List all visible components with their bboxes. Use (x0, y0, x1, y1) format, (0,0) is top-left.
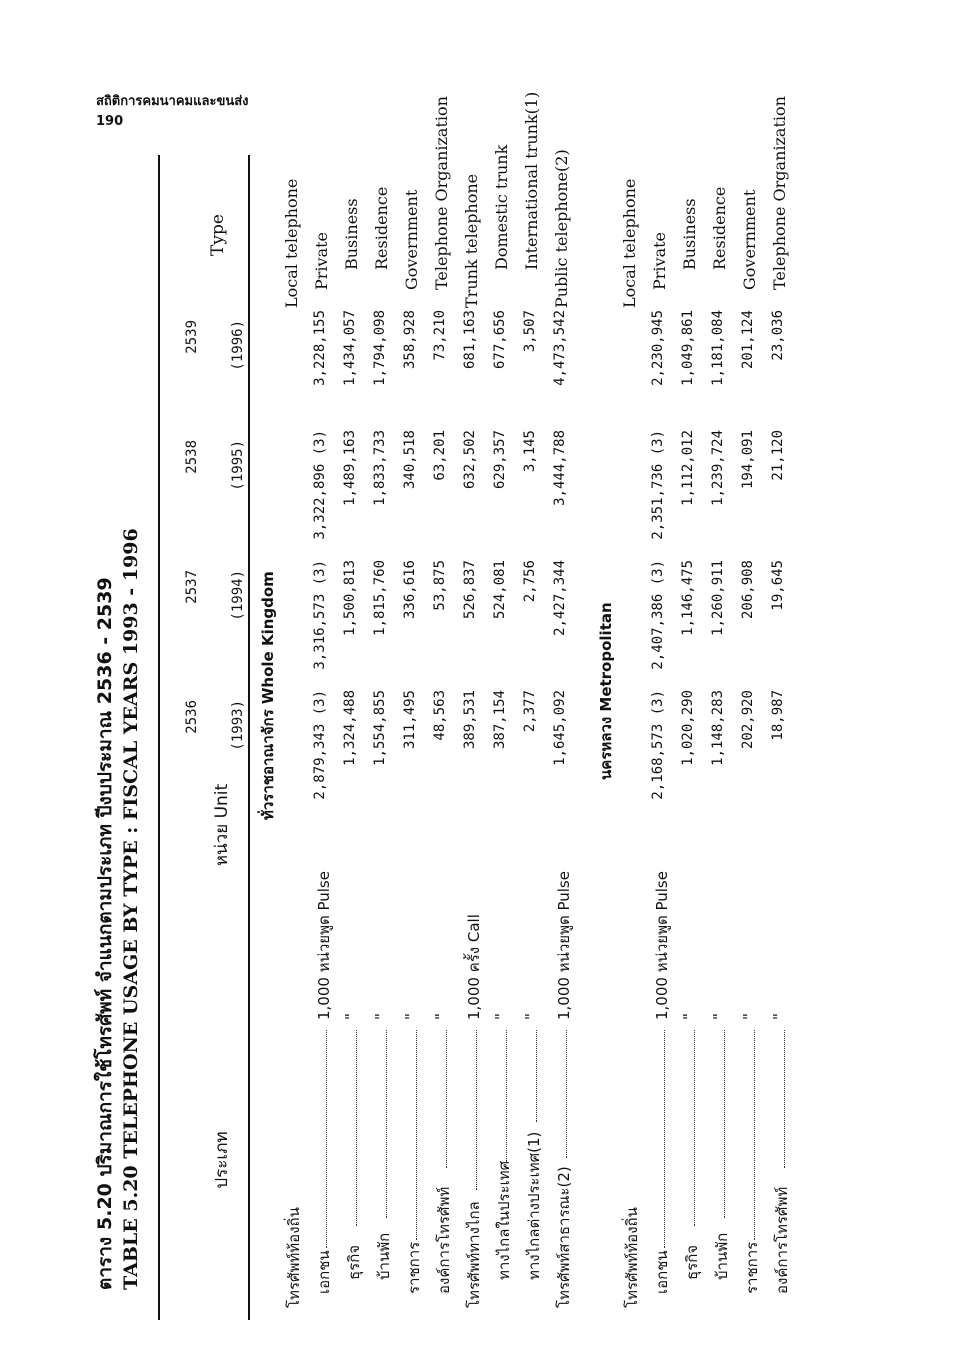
value-1996: 1,794,098 (372, 310, 388, 386)
leader-dots (652, 1030, 665, 1248)
leader-dots (374, 1030, 387, 1218)
value-1996: 23,036 (770, 310, 786, 361)
value-1996: 677,656 (492, 310, 508, 370)
table-row (428, 96, 458, 1320)
value-1993: 202,920 (740, 690, 756, 750)
value-1994: 1,146,475 (680, 560, 696, 636)
leader-dots (404, 1030, 417, 1240)
table-row (736, 155, 766, 1320)
leader-dots (464, 1030, 477, 1190)
book-title: สถิติการคมนาคมและขนส่ง (96, 94, 249, 109)
value-1993: 2,879,343 (3) (312, 690, 328, 800)
row-label-th: ราชการ (405, 1241, 423, 1294)
value-1994: 1,260,911 (710, 560, 726, 636)
value-1995: 21,120 (770, 430, 786, 481)
row-unit: 1,000 หน่วยพูด Pulse (555, 871, 573, 1020)
row-label-en: Public telephone(2) (552, 149, 571, 308)
leader-dots (554, 1030, 567, 1158)
value-1993: 387,154 (492, 690, 508, 750)
row-unit: " (342, 1013, 360, 1020)
value-1993: 311,495 (402, 690, 418, 750)
value-1995: 629,357 (492, 430, 508, 490)
row-label-en: Residence (372, 186, 391, 270)
table-row (706, 155, 736, 1320)
title-thai: 5.20 ปริมาณการใช้โทรศัพท์ จำแนกตามประเภท ปีงบประมาณ 2536 - 2539 (94, 577, 116, 1230)
row-label-th: บ้านพัก (375, 1232, 393, 1280)
table-row (338, 155, 368, 1320)
row-unit: " (432, 1013, 450, 1020)
row-label-en: Trunk telephone (462, 173, 481, 308)
leader-dots (742, 1030, 755, 1240)
value-1994: 2,427,344 (552, 560, 568, 636)
section-heading-metropolitan: นครหลวง Metropolitan (597, 602, 615, 780)
row-label-en: Residence (710, 186, 729, 270)
leader-dots (712, 1030, 725, 1218)
row-unit: 1,000 หน่วยพูด Pulse (315, 871, 333, 1020)
value-1995: 1,489,163 (342, 430, 358, 506)
col-header-unit: หน่วย Unit (212, 783, 232, 867)
row-label-th: ธุรกิจ (683, 1244, 701, 1280)
leader-dots (344, 1030, 357, 1226)
value-1995: 2,351,736 (3) (650, 430, 666, 540)
row-label-en: Business (680, 198, 699, 270)
row-label-en: Private (312, 231, 331, 290)
table-row (278, 155, 308, 1320)
header-rule (248, 155, 250, 1320)
row-label-en: Local telephone (282, 178, 301, 308)
year-ce-2: (1994) (230, 570, 246, 621)
table-row (368, 155, 398, 1320)
value-1996: 3,228,155 (312, 310, 328, 386)
row-label-th: เอกชน (653, 1250, 671, 1294)
table-row (458, 155, 488, 1320)
row-label-th: ทางไกลต่างประเทศ(1) (525, 1131, 543, 1280)
table-row (308, 155, 338, 1320)
table-row (646, 155, 676, 1320)
title-english: TABLE 5.20 TELEPHONE USAGE BY TYPE : FISCAL YEARS 1993 - 1996 (120, 528, 142, 1290)
row-label-th: ทางไกลในประเทศ (495, 1160, 513, 1280)
value-1993: 48,563 (432, 690, 448, 741)
value-1995: 1,833,733 (372, 430, 388, 506)
row-label-th: เอกชน (315, 1250, 333, 1294)
value-1995: 3,444,788 (552, 430, 568, 506)
row-unit: " (740, 1013, 758, 1020)
leader-dots (682, 1030, 695, 1226)
row-label-th: บ้านพัก (713, 1232, 731, 1280)
value-1996: 681,163 (462, 310, 478, 370)
row-label-en: Government (740, 189, 759, 290)
table-row (518, 91, 548, 1320)
leader-dots (434, 1030, 447, 1168)
page-number: 190 (96, 114, 124, 129)
row-unit: " (710, 1013, 728, 1020)
table-row (766, 96, 796, 1320)
year-ce-4: (1996) (230, 320, 246, 371)
row-label-en: Government (402, 189, 421, 290)
title-label-th: ตาราง (94, 1236, 116, 1290)
col-header-type-th: ประเภท (212, 1131, 232, 1189)
value-1994: 2,407,386 (3) (650, 560, 666, 670)
value-1993: 389,531 (462, 690, 478, 750)
value-1994: 206,908 (740, 560, 756, 620)
value-1996: 201,124 (740, 310, 756, 370)
year-be-1: 2536 (184, 700, 200, 734)
value-1995: 63,201 (432, 430, 448, 481)
row-label-th: ธุรกิจ (345, 1244, 363, 1280)
row-unit: " (680, 1013, 698, 1020)
value-1996: 3,507 (522, 310, 538, 353)
value-1995: 3,322,896 (3) (312, 430, 328, 540)
leader-dots (494, 1030, 507, 1162)
value-1993: 2,168,573 (3) (650, 690, 666, 800)
value-1995: 194,091 (740, 430, 756, 490)
section-heading-whole-kingdom: ทั่วราชอาณาจักร Whole Kingdom (259, 571, 277, 820)
row-label-th: องค์การโทรศัพท์ (773, 1186, 791, 1294)
value-1994: 526,837 (462, 560, 478, 620)
leader-dots (772, 1030, 785, 1168)
value-1996: 73,210 (432, 310, 448, 361)
value-1994: 3,316,573 (3) (312, 560, 328, 670)
value-1996: 1,434,057 (342, 310, 358, 386)
value-1995: 3,145 (522, 430, 538, 473)
page-header (96, 92, 249, 132)
row-label-en: Business (342, 198, 361, 270)
value-1994: 19,645 (770, 560, 786, 611)
row-unit: " (522, 1013, 540, 1020)
row-label-th: โทรศัพท์ท้องถิ่น (285, 1207, 303, 1308)
value-1996: 4,473,542 (552, 310, 568, 386)
table-row (676, 155, 706, 1320)
value-1995: 1,239,724 (710, 430, 726, 506)
table-row (398, 155, 428, 1320)
row-label-th: โทรศัพท์สาธารณะ(2) (555, 1166, 573, 1308)
leader-dots (524, 1030, 537, 1122)
table-row (488, 144, 518, 1320)
row-unit: " (372, 1013, 390, 1020)
value-1993: 2,377 (522, 690, 538, 733)
value-1996: 2,230,945 (650, 310, 666, 386)
row-unit: " (770, 1013, 788, 1020)
table-row (548, 149, 578, 1320)
value-1993: 1,324,488 (342, 690, 358, 766)
value-1996: 1,049,861 (680, 310, 696, 386)
row-unit: 1,000 ครั้ง Call (465, 914, 483, 1020)
year-ce-1: (1993) (230, 700, 246, 751)
year-ce-3: (1995) (230, 440, 246, 491)
value-1996: 358,928 (402, 310, 418, 370)
value-1993: 1,148,283 (710, 690, 726, 766)
value-1995: 632,502 (462, 430, 478, 490)
row-label-th: โทรศัพท์ท้องถิ่น (623, 1207, 641, 1308)
value-1993: 18,987 (770, 690, 786, 741)
value-1993: 1,020,290 (680, 690, 696, 766)
col-header-type-en: Type (208, 214, 228, 256)
value-1996: 1,181,084 (710, 310, 726, 386)
row-label-th: องค์การโทรศัพท์ (435, 1186, 453, 1294)
year-be-4: 2539 (184, 320, 200, 354)
leader-dots (314, 1030, 327, 1248)
row-label-en: Telephone Organization (432, 96, 451, 290)
table-row (616, 155, 646, 1320)
value-1994: 1,815,760 (372, 560, 388, 636)
table-title (92, 528, 144, 1290)
row-label-en: Local telephone (620, 178, 639, 308)
row-label-en: Private (650, 231, 669, 290)
row-label-th: โทรศัพท์ทางไกล (465, 1201, 483, 1308)
value-1993: 1,645,092 (552, 690, 568, 766)
row-label-en: Telephone Organization (770, 96, 789, 290)
year-be-3: 2538 (184, 440, 200, 474)
row-unit: " (492, 1013, 510, 1020)
value-1994: 336,616 (402, 560, 418, 620)
value-1995: 1,112,012 (680, 430, 696, 506)
value-1994: 53,875 (432, 560, 448, 611)
row-unit: " (402, 1013, 420, 1020)
value-1994: 1,500,813 (342, 560, 358, 636)
row-label-th: ราชการ (743, 1241, 761, 1294)
year-be-2: 2537 (184, 570, 200, 604)
row-label-en: International trunk(1) (522, 91, 541, 270)
value-1994: 524,081 (492, 560, 508, 620)
row-label-en: Domestic trunk (492, 144, 511, 270)
value-1995: 340,518 (402, 430, 418, 490)
value-1993: 1,554,855 (372, 690, 388, 766)
row-unit: 1,000 หน่วยพูด Pulse (653, 871, 671, 1020)
value-1994: 2,756 (522, 560, 538, 603)
top-rule (158, 155, 160, 1320)
